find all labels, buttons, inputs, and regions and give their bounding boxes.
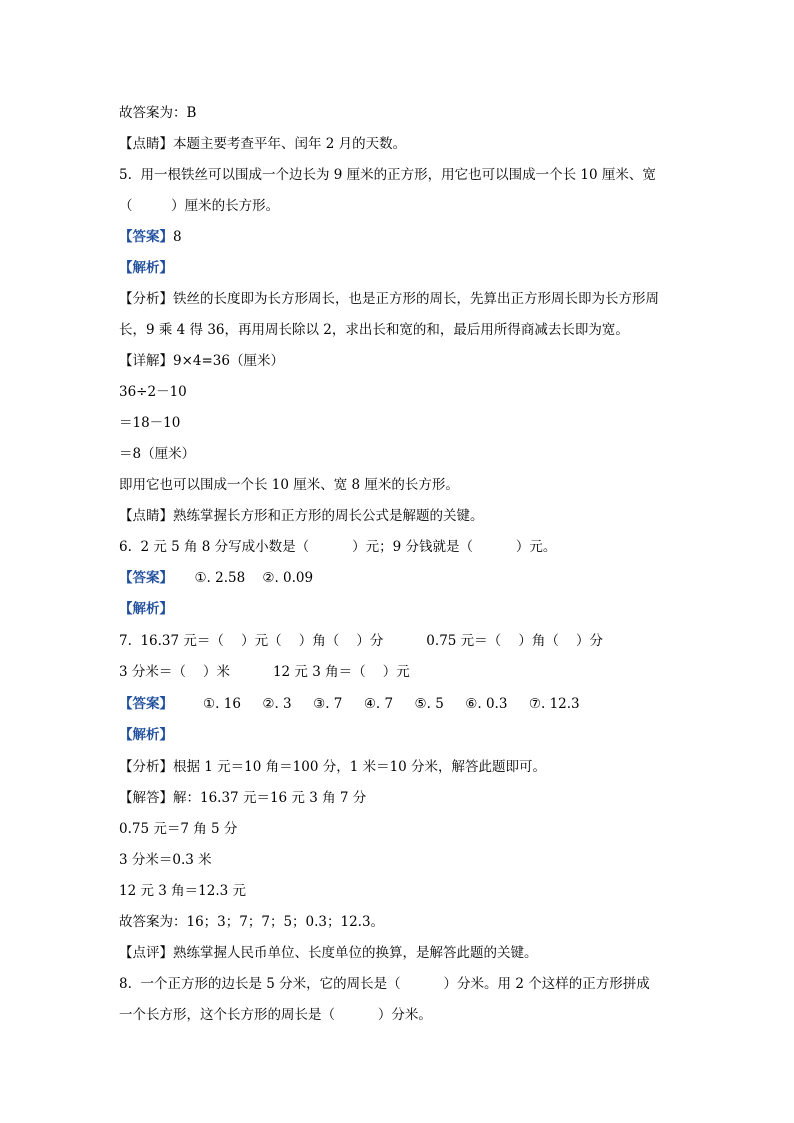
answer-line-q5: 【答案】8 xyxy=(119,229,182,245)
question-8-line-2: 一个长方形，这个长方形的周长是（ ）分米。 xyxy=(119,1007,432,1023)
solution-line-q7-3: 3 分米＝0.3 米 xyxy=(119,852,212,868)
question-5-line-2: （ ）厘米的长方形。 xyxy=(119,198,280,214)
analysis-label: 【解析】 xyxy=(119,601,173,617)
answer-line-q7: 【答案】 ①. 16 ②. 3 ③. 7 ④. 7 ⑤. 5 ⑥. 0.3 ⑦. 12.3 xyxy=(119,696,580,712)
analysis-heading-q6 xyxy=(119,599,173,619)
solution-line-q7-2: 0.75 元＝7 角 5 分 xyxy=(119,821,238,837)
analysis-line-q5-2: 长，9 乘 4 得 36，再用周长除以 2，求出长和宽的和，最后用所得商减去长即为宽。 xyxy=(119,322,629,338)
detail-line-q5-2: 36÷2－10 xyxy=(119,384,187,400)
key-point-line-q4: 【点睛】本题主要考查平年、闰年 2 月的天数。 xyxy=(119,136,407,152)
solution-line-q7-5: 故答案为：16；3；7；7；5；0.3；12.3。 xyxy=(119,914,385,930)
detail-line-q5-1: 【详解】9×4=36（厘米） xyxy=(119,353,284,369)
question-8-line-1: 8. 一个正方形的边长是 5 分米，它的周长是（ ）分米。用 2 个这样的正方形拼成 xyxy=(119,976,650,992)
answer-label: 【答案】 xyxy=(119,696,173,712)
answer-line-q6: 【答案】 ①. 2.58 ②. 0.09 xyxy=(119,570,314,586)
comment-line-q7: 【点评】熟练掌握人民币单位、长度单位的换算，是解答此题的关键。 xyxy=(119,945,538,961)
solution-line-q7-4: 12 元 3 角＝12.3 元 xyxy=(119,883,246,899)
detail-line-q5-5: 即用它也可以围成一个长 10 厘米、宽 8 厘米的长方形。 xyxy=(119,477,459,493)
analysis-line-q7: 【分析】根据 1 元＝10 角＝100 分，1 米＝10 分米，解答此题即可。 xyxy=(119,759,547,775)
detail-line-q5-4: ＝8（厘米） xyxy=(119,446,196,462)
question-7-line-1: 7. 16.37 元＝（ ）元（ ）角（ ）分 0.75 元＝（ ）角（ ）分 xyxy=(119,633,603,649)
question-6-line: 6. 2 元 5 角 8 分写成小数是（ ）元；9 分钱就是（ ）元。 xyxy=(119,539,557,555)
detail-line-q5-3: ＝18－10 xyxy=(119,415,181,431)
analysis-label: 【解析】 xyxy=(119,727,173,743)
answer-label: 【答案】 xyxy=(119,229,173,245)
answer-label: 【答案】 xyxy=(119,570,173,586)
analysis-heading-q7 xyxy=(119,725,173,745)
analysis-line-q5-1: 【分析】铁丝的长度即为长方形周长，也是正方形的周长，先算出正方形周长即为长方形周 xyxy=(119,291,659,307)
analysis-label: 【解析】 xyxy=(119,260,173,276)
key-point-line-q5: 【点睛】熟练掌握长方形和正方形的周长公式是解题的关键。 xyxy=(119,508,484,524)
question-7-line-2: 3 分米＝（ ）米 12 元 3 角＝（ ）元 xyxy=(119,664,410,680)
solution-line-q7-1: 【解答】解：16.37 元＝16 元 3 角 7 分 xyxy=(119,790,367,806)
question-5-line-1: 5. 用一根铁丝可以围成一个边长为 9 厘米的正方形，用它也可以围成一个长 10 厘米、宽 xyxy=(119,167,656,183)
answer-line-q4: 故答案为：B xyxy=(119,105,197,121)
analysis-heading-q5 xyxy=(119,258,173,278)
